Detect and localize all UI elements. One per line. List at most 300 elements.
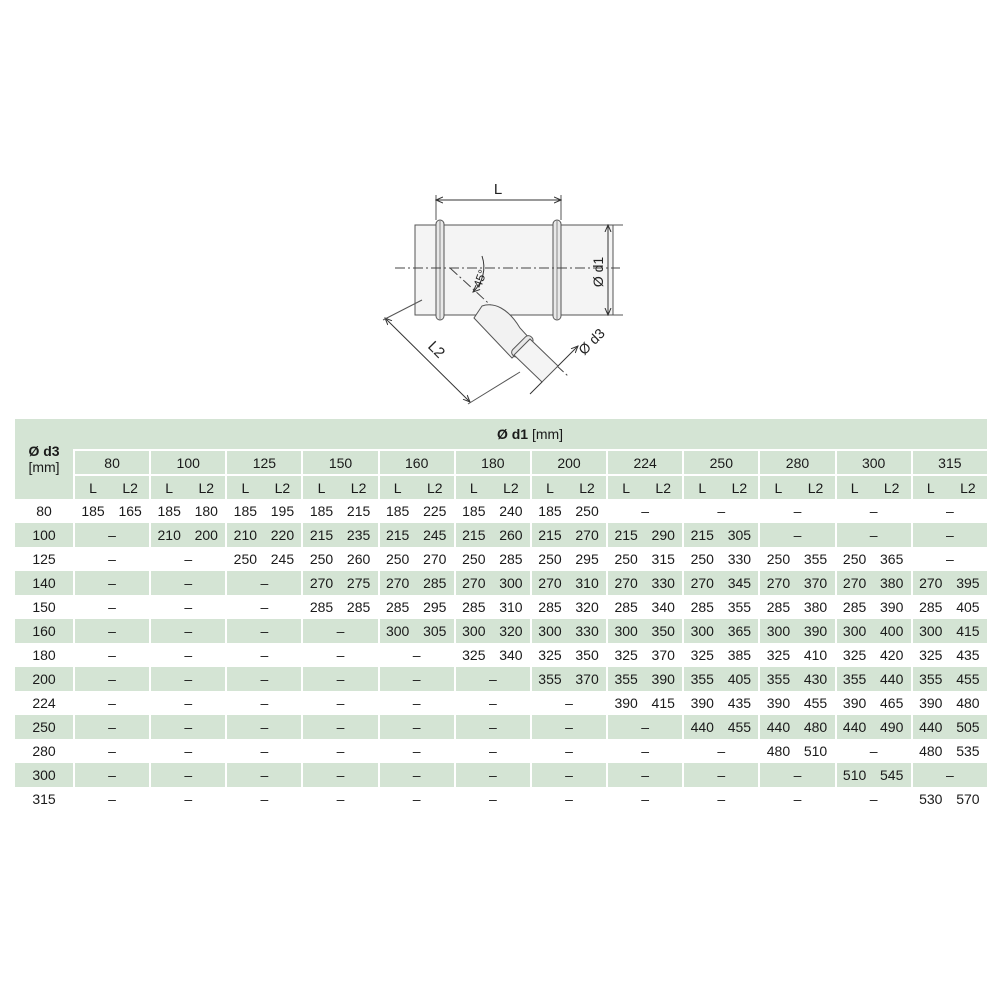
empty-cell: – [225, 667, 301, 691]
empty-cell: – [149, 547, 225, 571]
l2-value-cell: 260 [346, 551, 371, 567]
empty-cell: – [225, 691, 301, 715]
empty-cell: – [378, 667, 454, 691]
l2-value-cell: 370 [651, 647, 675, 663]
l2-value-cell: 225 [423, 503, 447, 519]
dimension-angle-label: 45° [470, 267, 490, 290]
l-value-cell: 285 [378, 595, 416, 619]
l2-value-cell: 215 [346, 503, 371, 519]
l-value-cell: 325 [682, 643, 720, 667]
l-value-cell: 285 [758, 595, 796, 619]
l-value-cell: 250 [225, 547, 263, 571]
l-value-cell: 300 [911, 619, 949, 643]
empty-cell: – [835, 499, 911, 523]
l-value-cell: 510 [835, 763, 873, 787]
subheader-l: L [378, 474, 416, 499]
l-value-cell: 325 [454, 643, 492, 667]
empty-cell: – [149, 763, 225, 787]
subheader-l2: L2 [720, 474, 758, 499]
d1-header [73, 419, 987, 449]
empty-cell: – [530, 787, 606, 811]
l2-value-cell: 355 [727, 599, 752, 615]
l-value-cell: 250 [530, 547, 568, 571]
empty-cell: – [606, 499, 682, 523]
l2-value-cell: 285 [346, 599, 371, 615]
table-row [15, 763, 987, 787]
l-value-cell: 440 [835, 715, 873, 739]
table-row [15, 619, 987, 643]
table-row [15, 523, 987, 547]
empty-cell: – [378, 715, 454, 739]
subheader-l: L [73, 474, 111, 499]
d1-size-header: 150 [301, 449, 377, 474]
subheader-l: L [530, 474, 568, 499]
l2-value-cell: 380 [873, 571, 911, 595]
l2-value-cell: 380 [803, 599, 828, 615]
empty-cell: – [758, 523, 834, 547]
d1-size-header: 125 [225, 449, 301, 474]
empty-cell: – [149, 667, 225, 691]
dimension-d3-label: Ø d3 [575, 325, 608, 358]
empty-cell: – [149, 739, 225, 763]
l-value-cell: 300 [835, 619, 873, 643]
l-value-cell: 530 [911, 787, 949, 811]
d1-size-header: 80 [73, 449, 149, 474]
l-value-cell: 300 [758, 619, 796, 643]
l2-value-cell: 435 [956, 647, 980, 663]
subheader-l2: L2 [873, 474, 911, 499]
l2-value-cell: 535 [956, 743, 980, 759]
empty-cell: – [606, 715, 682, 739]
empty-cell: – [454, 667, 530, 691]
l-l2-subheader-row [15, 474, 987, 499]
empty-cell: – [149, 643, 225, 667]
pipe-tee-diagram [370, 180, 630, 410]
empty-cell: – [225, 787, 301, 811]
d1-size-header: 224 [606, 449, 682, 474]
empty-cell: – [606, 763, 682, 787]
l2-value-cell: 415 [949, 619, 987, 643]
l-value-cell: 480 [911, 739, 949, 763]
l-value-cell: 480 [758, 739, 796, 763]
l-value-cell: 325 [606, 643, 644, 667]
l2-value-cell: 455 [720, 715, 758, 739]
l-value-cell: 270 [454, 571, 492, 595]
l-value-cell: 250 [378, 547, 416, 571]
d1-size-header: 180 [454, 449, 530, 474]
l2-value-cell: 275 [340, 571, 378, 595]
l-value-cell: 185 [301, 499, 339, 523]
empty-cell: – [225, 643, 301, 667]
table-row [15, 595, 987, 619]
l-value-cell: 215 [530, 523, 568, 547]
l2-value-cell: 330 [568, 619, 606, 643]
l-value-cell: 215 [301, 523, 339, 547]
l2-value-cell: 400 [873, 619, 911, 643]
empty-cell: – [530, 715, 606, 739]
empty-cell: – [301, 619, 377, 643]
table-row [15, 787, 987, 811]
empty-cell: – [73, 667, 149, 691]
empty-cell: – [73, 571, 149, 595]
d1-size-header: 315 [911, 449, 987, 474]
d3-size-cell: 180 [32, 647, 56, 663]
empty-cell: – [835, 739, 911, 763]
l-value-cell: 285 [682, 595, 720, 619]
empty-cell: – [530, 691, 606, 715]
l2-value-cell: 505 [949, 715, 987, 739]
l2-value-cell: 435 [727, 695, 752, 711]
table-row [15, 571, 987, 595]
l2-value-cell: 340 [499, 647, 523, 663]
d3-size-cell: 150 [32, 599, 56, 615]
l2-value-cell: 295 [423, 599, 447, 615]
subheader-l2: L2 [340, 474, 378, 499]
dimension-l2-label: L2 [424, 337, 449, 362]
table-row [15, 715, 987, 739]
l-value-cell: 300 [530, 619, 568, 643]
table-row [15, 691, 987, 715]
d3-size-cell: 140 [15, 571, 73, 595]
empty-cell: – [378, 691, 454, 715]
table-row [15, 739, 987, 763]
l2-value-cell: 405 [720, 667, 758, 691]
l2-value-cell: 195 [270, 503, 295, 519]
l-value-cell: 185 [454, 499, 492, 523]
l2-value-cell: 330 [644, 571, 682, 595]
l-value-cell: 250 [835, 547, 873, 571]
l-value-cell: 390 [835, 691, 873, 715]
l2-value-cell: 390 [880, 599, 904, 615]
l2-value-cell: 350 [644, 619, 682, 643]
subheader-l: L [225, 474, 263, 499]
l-value-cell: 300 [606, 619, 644, 643]
l2-value-cell: 395 [949, 571, 987, 595]
d3-header-label: Ø d3 [28, 443, 60, 459]
empty-cell: – [73, 787, 149, 811]
l-value-cell: 390 [758, 691, 796, 715]
empty-cell: – [225, 619, 301, 643]
d1-size-header: 280 [758, 449, 834, 474]
l-value-cell: 325 [758, 643, 796, 667]
l-value-cell: 270 [301, 571, 339, 595]
empty-cell: – [73, 715, 149, 739]
d3-size-cell: 250 [15, 715, 73, 739]
l-value-cell: 355 [606, 667, 644, 691]
l-value-cell: 285 [835, 595, 873, 619]
l-value-cell: 250 [682, 547, 720, 571]
l-value-cell: 285 [530, 595, 568, 619]
l-value-cell: 325 [911, 643, 949, 667]
l2-value-cell: 490 [873, 715, 911, 739]
empty-cell: – [73, 763, 149, 787]
l-value-cell: 270 [682, 571, 720, 595]
empty-cell: – [225, 715, 301, 739]
empty-cell: – [758, 763, 834, 787]
l-value-cell: 185 [149, 499, 187, 523]
l2-value-cell: 300 [492, 571, 530, 595]
d1-size-header: 300 [835, 449, 911, 474]
table-row [15, 547, 987, 571]
l2-value-cell: 245 [270, 551, 295, 567]
d3-size-cell: 100 [15, 523, 73, 547]
empty-cell: – [758, 499, 834, 523]
empty-cell: – [530, 763, 606, 787]
empty-cell: – [378, 739, 454, 763]
empty-cell: – [73, 691, 149, 715]
l2-value-cell: 320 [492, 619, 530, 643]
l-value-cell: 355 [911, 667, 949, 691]
l2-value-cell: 220 [263, 523, 301, 547]
table-row [15, 643, 987, 667]
empty-cell: – [149, 715, 225, 739]
empty-cell: – [149, 619, 225, 643]
empty-cell: – [149, 691, 225, 715]
empty-cell: – [73, 619, 149, 643]
l2-value-cell: 245 [416, 523, 454, 547]
empty-cell: – [454, 691, 530, 715]
empty-cell: – [73, 739, 149, 763]
d1-header-label: Ø d1 [496, 426, 529, 442]
empty-cell: – [682, 763, 758, 787]
l2-value-cell: 270 [568, 523, 606, 547]
empty-cell: – [73, 595, 149, 619]
l-value-cell: 325 [530, 643, 568, 667]
l-value-cell: 250 [454, 547, 492, 571]
l-value-cell: 185 [530, 499, 568, 523]
l-value-cell: 285 [606, 595, 644, 619]
l2-value-cell: 350 [575, 647, 599, 663]
l2-value-cell: 315 [651, 551, 675, 567]
empty-cell: – [301, 787, 377, 811]
subheader-l: L [301, 474, 339, 499]
l2-value-cell: 365 [720, 619, 758, 643]
subheader-l2: L2 [416, 474, 454, 499]
dimensions-table [15, 419, 987, 811]
l-value-cell: 250 [301, 547, 339, 571]
empty-cell: – [301, 667, 377, 691]
l-value-cell: 300 [682, 619, 720, 643]
l2-value-cell: 570 [956, 791, 980, 807]
l-value-cell: 210 [225, 523, 263, 547]
subheader-l2: L2 [187, 474, 225, 499]
empty-cell: – [454, 787, 530, 811]
l2-value-cell: 405 [956, 599, 980, 615]
d3-size-cell: 300 [15, 763, 73, 787]
empty-cell: – [149, 787, 225, 811]
d3-size-cell: 315 [32, 791, 56, 807]
l2-value-cell: 465 [880, 695, 904, 711]
l2-value-cell: 510 [803, 743, 828, 759]
l2-value-cell: 390 [644, 667, 682, 691]
empty-cell: – [454, 763, 530, 787]
empty-cell: – [454, 715, 530, 739]
empty-cell: – [73, 643, 149, 667]
l2-value-cell: 200 [187, 523, 225, 547]
l2-value-cell: 165 [118, 503, 142, 519]
subheader-l2: L2 [568, 474, 606, 499]
l-value-cell: 285 [911, 595, 949, 619]
empty-cell: – [301, 691, 377, 715]
l2-value-cell: 260 [492, 523, 530, 547]
empty-cell: – [606, 739, 682, 763]
l-value-cell: 185 [73, 499, 111, 523]
l2-value-cell: 370 [796, 571, 834, 595]
subheader-l2: L2 [949, 474, 987, 499]
empty-cell: – [301, 715, 377, 739]
empty-cell: – [911, 547, 987, 571]
d3-size-cell: 160 [15, 619, 73, 643]
l-value-cell: 355 [530, 667, 568, 691]
l2-value-cell: 430 [796, 667, 834, 691]
l2-value-cell: 305 [416, 619, 454, 643]
l2-value-cell: 310 [568, 571, 606, 595]
l-value-cell: 270 [530, 571, 568, 595]
subheader-l2: L2 [263, 474, 301, 499]
empty-cell: – [378, 763, 454, 787]
l-value-cell: 270 [606, 571, 644, 595]
subheader-l: L [758, 474, 796, 499]
l2-value-cell: 480 [956, 695, 980, 711]
l2-value-cell: 290 [644, 523, 682, 547]
l-value-cell: 390 [682, 691, 720, 715]
empty-cell: – [301, 739, 377, 763]
empty-cell: – [225, 595, 301, 619]
empty-cell: – [73, 547, 149, 571]
d1-size-row [15, 449, 987, 474]
l2-value-cell: 365 [880, 551, 904, 567]
l2-value-cell: 410 [803, 647, 828, 663]
l2-value-cell: 285 [416, 571, 454, 595]
l2-value-cell: 285 [499, 551, 523, 567]
empty-cell: – [758, 787, 834, 811]
d3-header-unit: [mm] [28, 459, 60, 475]
l2-value-cell: 455 [803, 695, 828, 711]
d1-size-header: 100 [149, 449, 225, 474]
l2-value-cell: 390 [796, 619, 834, 643]
l2-value-cell: 330 [727, 551, 752, 567]
l-value-cell: 185 [225, 499, 263, 523]
l-value-cell: 285 [301, 595, 339, 619]
empty-cell: – [911, 499, 987, 523]
table-row [15, 667, 987, 691]
empty-cell: – [225, 739, 301, 763]
d1-size-header: 160 [378, 449, 454, 474]
l-value-cell: 270 [911, 571, 949, 595]
subheader-l2: L2 [644, 474, 682, 499]
subheader-l: L [911, 474, 949, 499]
empty-cell: – [454, 739, 530, 763]
d3-header [15, 419, 73, 499]
l2-value-cell: 480 [796, 715, 834, 739]
l-value-cell: 285 [454, 595, 492, 619]
d3-size-cell: 280 [32, 743, 56, 759]
l2-value-cell: 545 [873, 763, 911, 787]
l-value-cell: 215 [682, 523, 720, 547]
empty-cell: – [682, 499, 758, 523]
d3-size-cell: 224 [32, 695, 56, 711]
l-value-cell: 440 [758, 715, 796, 739]
empty-cell: – [606, 787, 682, 811]
empty-cell: – [225, 763, 301, 787]
l2-value-cell: 235 [340, 523, 378, 547]
l-value-cell: 325 [835, 643, 873, 667]
l2-value-cell: 385 [727, 647, 752, 663]
subheader-l: L [835, 474, 873, 499]
l-value-cell: 300 [454, 619, 492, 643]
l2-value-cell: 240 [499, 503, 523, 519]
l2-value-cell: 320 [575, 599, 599, 615]
subheader-l2: L2 [796, 474, 834, 499]
empty-cell: – [378, 643, 454, 667]
empty-cell: – [149, 571, 225, 595]
l2-value-cell: 340 [651, 599, 675, 615]
l2-value-cell: 420 [880, 647, 904, 663]
l-value-cell: 270 [835, 571, 873, 595]
d3-size-cell: 80 [36, 503, 52, 519]
empty-cell: – [149, 595, 225, 619]
empty-cell: – [225, 571, 301, 595]
table-row [15, 499, 987, 523]
dimension-d1-label: Ø d1 [590, 256, 606, 288]
l-value-cell: 215 [606, 523, 644, 547]
subheader-l: L [682, 474, 720, 499]
l-value-cell: 250 [606, 547, 644, 571]
l-value-cell: 355 [682, 667, 720, 691]
empty-cell: – [911, 523, 987, 547]
l-value-cell: 355 [835, 667, 873, 691]
d1-size-header: 200 [530, 449, 606, 474]
l-value-cell: 390 [606, 691, 644, 715]
dimension-l-label: L [493, 181, 503, 198]
empty-cell: – [530, 739, 606, 763]
l-value-cell: 270 [758, 571, 796, 595]
l2-value-cell: 415 [651, 695, 675, 711]
empty-cell: – [911, 763, 987, 787]
l2-value-cell: 305 [720, 523, 758, 547]
empty-cell: – [835, 523, 911, 547]
subheader-l: L [606, 474, 644, 499]
l2-value-cell: 355 [803, 551, 828, 567]
l2-value-cell: 455 [949, 667, 987, 691]
l-value-cell: 390 [911, 691, 949, 715]
d3-size-cell: 200 [15, 667, 73, 691]
d1-size-header: 250 [682, 449, 758, 474]
l-value-cell: 355 [758, 667, 796, 691]
empty-cell: – [73, 523, 149, 547]
l2-value-cell: 180 [194, 503, 218, 519]
l2-value-cell: 295 [575, 551, 599, 567]
l-value-cell: 215 [454, 523, 492, 547]
l-value-cell: 215 [378, 523, 416, 547]
subheader-l: L [149, 474, 187, 499]
empty-cell: – [835, 787, 911, 811]
l-value-cell: 185 [378, 499, 416, 523]
empty-cell: – [301, 763, 377, 787]
l-value-cell: 210 [149, 523, 187, 547]
empty-cell: – [682, 739, 758, 763]
l-value-cell: 300 [378, 619, 416, 643]
l2-value-cell: 345 [720, 571, 758, 595]
l-value-cell: 250 [758, 547, 796, 571]
empty-cell: – [378, 787, 454, 811]
d1-header-unit: [mm] [531, 426, 564, 442]
table-body [15, 499, 987, 811]
l2-value-cell: 370 [568, 667, 606, 691]
l-value-cell: 440 [682, 715, 720, 739]
empty-cell: – [682, 787, 758, 811]
l2-value-cell: 440 [873, 667, 911, 691]
